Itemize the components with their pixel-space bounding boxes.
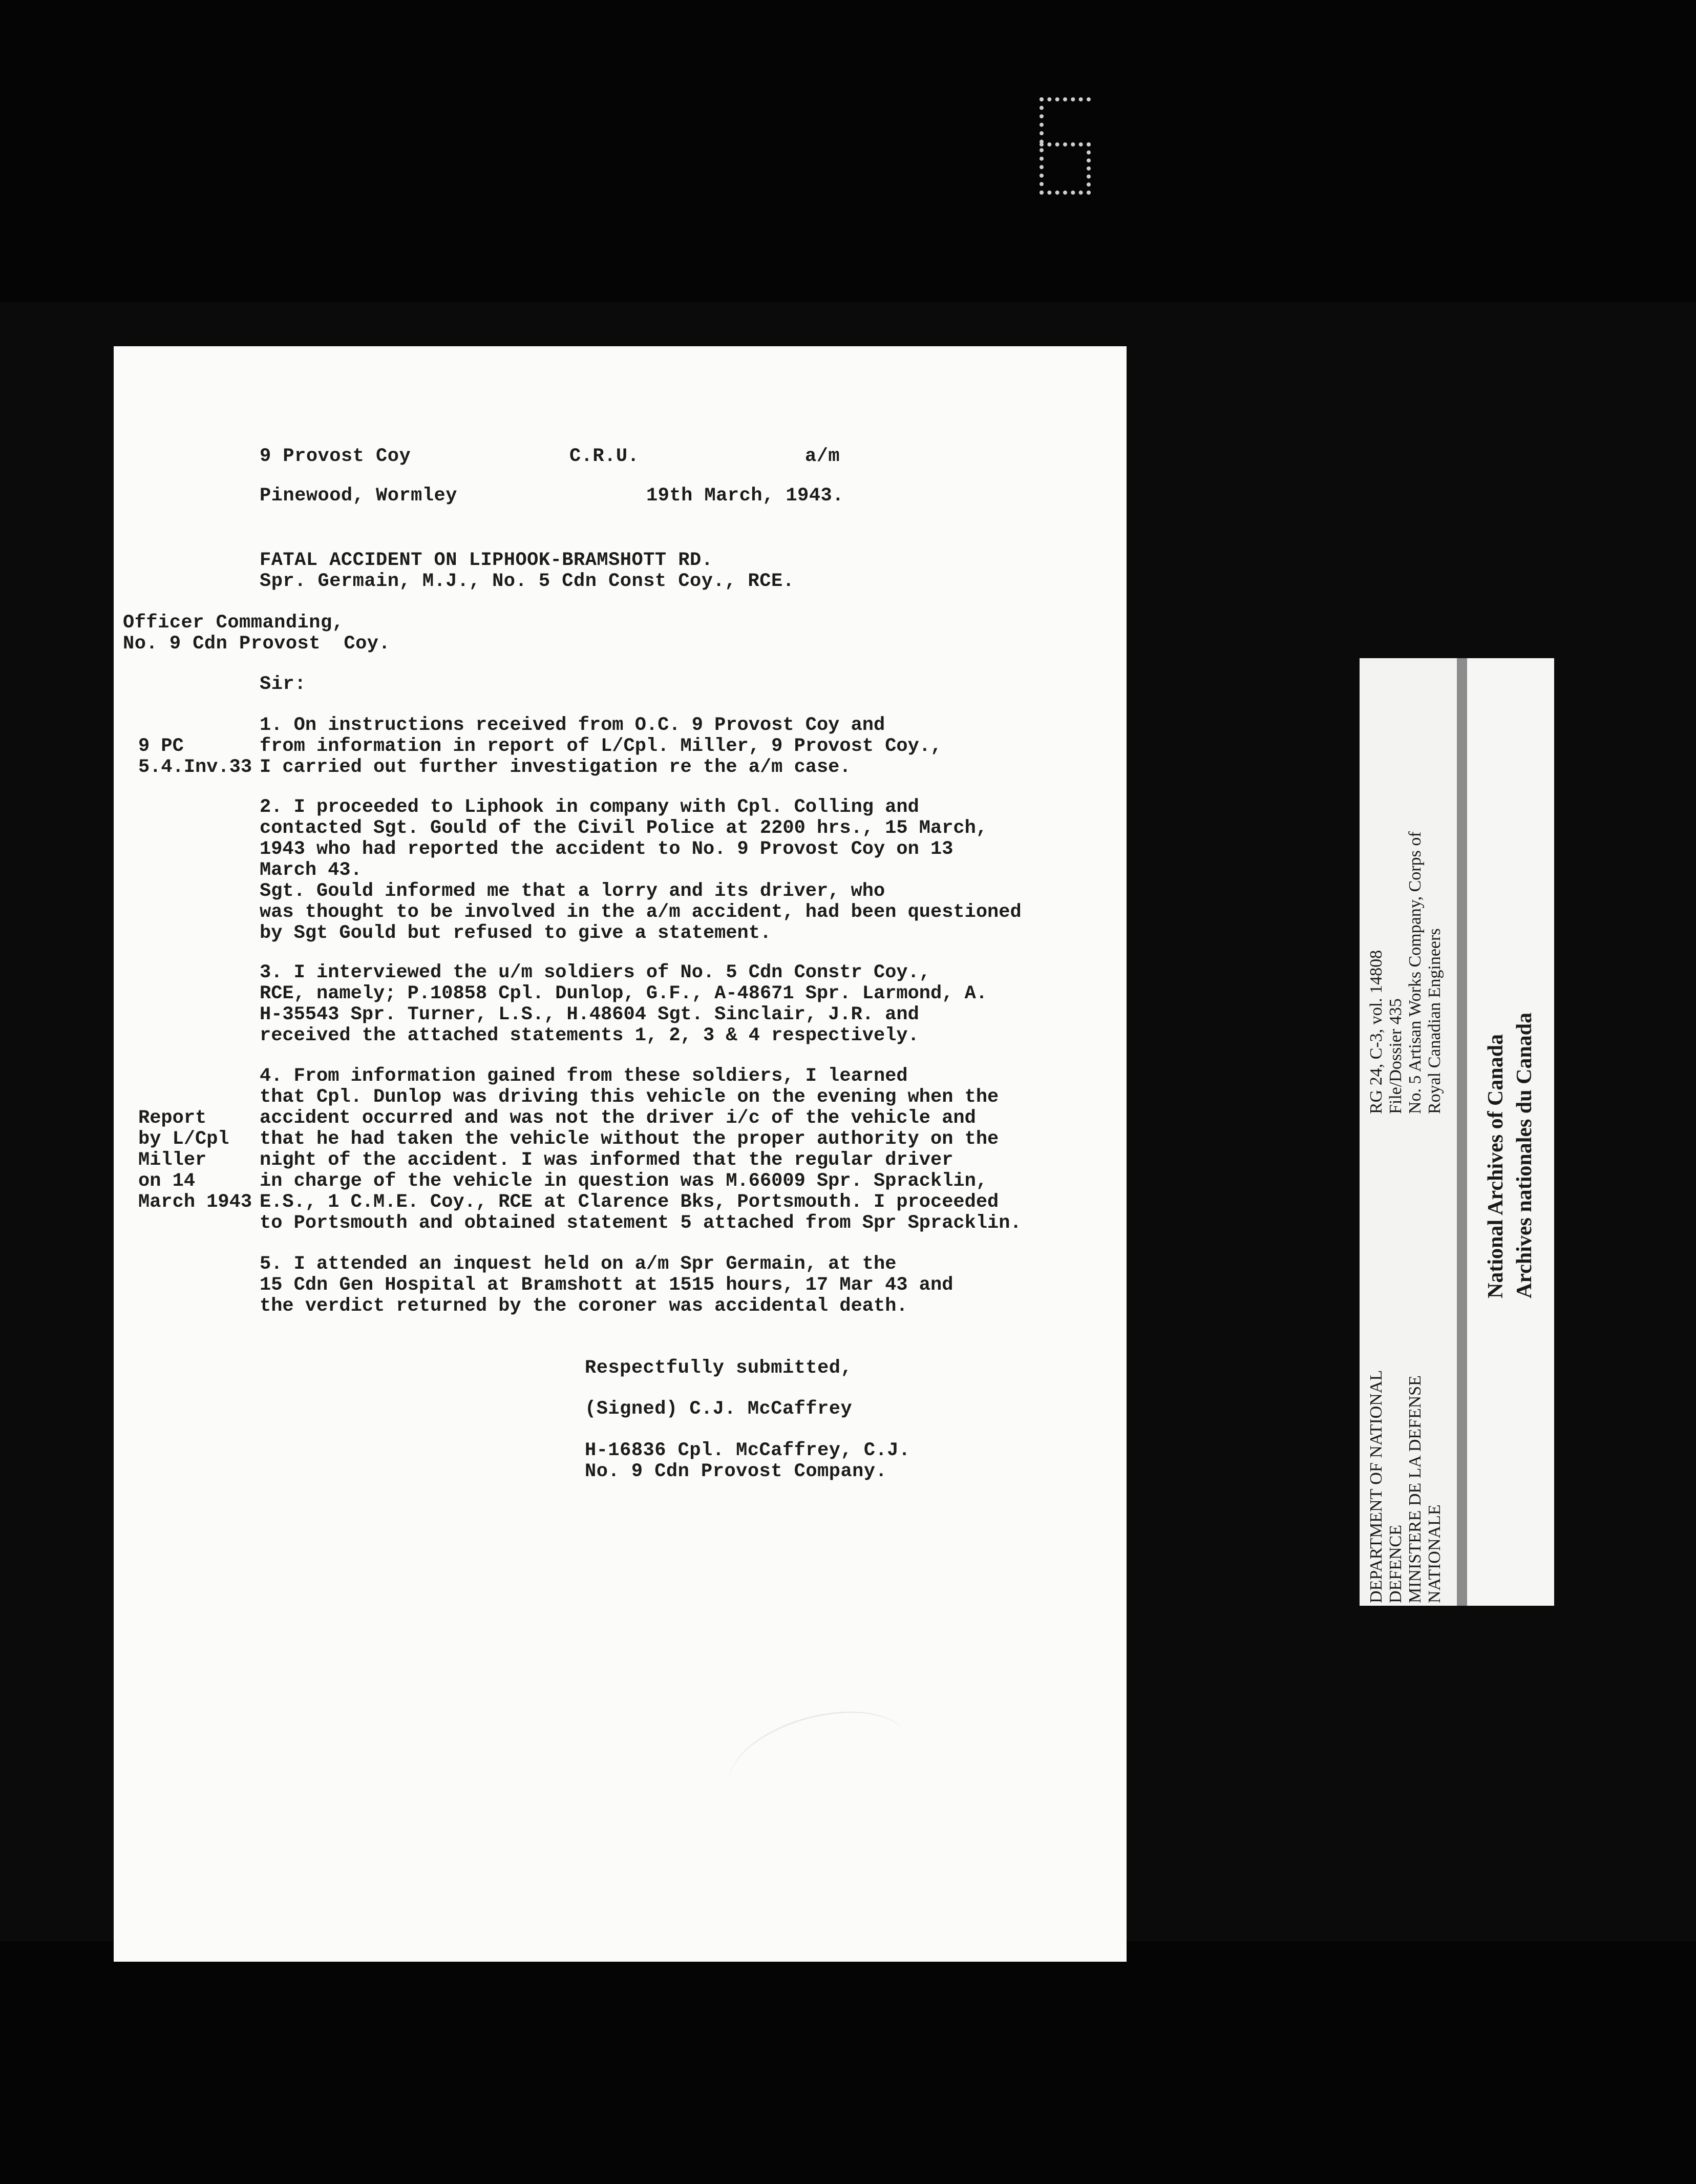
memo-paragraph-1: 1. On instructions received from O.C. 9 Provost Coy and from information in report of L/Cpl. Miller, 9 Provost Coy., I carried out further investigation re the a/m case. bbox=[260, 715, 942, 778]
memo-salutation: Sir: bbox=[260, 674, 306, 695]
memo-location: Pinewood, Wormley bbox=[260, 485, 457, 507]
margin-note-file-ref: 9 PC 5.4.Inv.33 bbox=[138, 736, 252, 778]
memo-signature-line2: No. 9 Cdn Provost Company. bbox=[585, 1461, 887, 1482]
memo-signed: (Signed) C.J. McCaffrey bbox=[585, 1398, 853, 1420]
frame-number bbox=[1040, 97, 1091, 195]
memo-signature-line1: H-16836 Cpl. McCaffrey, C.J. bbox=[585, 1440, 910, 1461]
memo-ref: a/m bbox=[805, 446, 840, 467]
memo-date: 19th March, 1943. bbox=[646, 485, 844, 507]
document-sheet bbox=[114, 346, 1127, 1962]
label-divider bbox=[1457, 658, 1467, 1606]
memo-subject-line2: Spr. Germain, M.J., No. 5 Cdn Const Coy., RCE. bbox=[260, 571, 795, 592]
archive-reference-text: RG 24, C-3, vol. 14808 File/Dossier 435 No. 5 Artisan Works Company, Corps of Royal Canadian Engineers bbox=[1367, 831, 1444, 1114]
memo-unit: 9 Provost Coy bbox=[260, 446, 411, 467]
memo-addressee-line1: Officer Commanding, bbox=[123, 612, 344, 634]
archive-department-text: DEPARTMENT OF NATIONAL DEFENCE MINISTERE DE LA DEFENSE NATIONALE bbox=[1367, 1370, 1444, 1603]
memo-paragraph-4: 4. From information gained from these soldiers, I learned that Cpl. Dunlop was driving this vehicle on the evening when the accident occurred and was not the driver i/c of the vehicle and that he had taken the vehicle without the proper authority on the night of the accident. I was informed that the regular driver in charge of the vehicle in question was M.66009 Spr. Spracklin, E.S., 1 C.M.E. Coy., RCE at Clarence Bks, Portsmouth. I proceeded to Portsmouth and obtained statement 5 attached from Spr Spracklin. bbox=[260, 1065, 1022, 1234]
memo-addressee-line2: No. 9 Cdn Provost Coy. bbox=[123, 633, 391, 655]
archive-stamp-strip bbox=[1467, 658, 1554, 1606]
memo-branch: C.R.U. bbox=[569, 446, 640, 467]
memo-subject-line1: FATAL ACCIDENT ON LIPHOOK-BRAMSHOTT RD. bbox=[260, 550, 713, 571]
memo-closing: Respectfully submitted, bbox=[585, 1357, 853, 1379]
memo-paragraph-5: 5. I attended an inquest held on a/m Spr Germain, at the 15 Cdn Gen Hospital at Bramshott at 1515 hours, 17 Mar 43 and the verdict returned by the coroner was accidental death. bbox=[260, 1253, 953, 1317]
archive-label-strip bbox=[1360, 658, 1457, 1606]
memo-paragraph-3: 3. I interviewed the u/m soldiers of No. 5 Cdn Constr Coy., RCE, namely; P.10858 Cpl. Dunlop, G.F., A-48671 Spr. Larmond, A. H-35543 Spr. Turner, L.S., H.48604 Sgt. Sinclair, J.R. and received the attached statements 1, 2, 3 & 4 respectively. bbox=[260, 962, 988, 1046]
memo-paragraph-2: 2. I proceeded to Liphook in company with Cpl. Colling and contacted Sgt. Gould of the Civil Police at 2200 hrs., 15 March, 1943 who had reported the accident to No. 9 Provost Coy on 13 March 43. Sgt. Gould informed me that a lorry and its driver, who was thought to be involved in the a/m accident, had been questioned by Sgt Gould but refused to give a statement. bbox=[260, 796, 1022, 944]
margin-note-report: Report by L/Cpl Miller on 14 March 1943 bbox=[138, 1107, 252, 1213]
archive-name-text: National Archives of Canada Archives nationales du Canada bbox=[1484, 1012, 1536, 1298]
